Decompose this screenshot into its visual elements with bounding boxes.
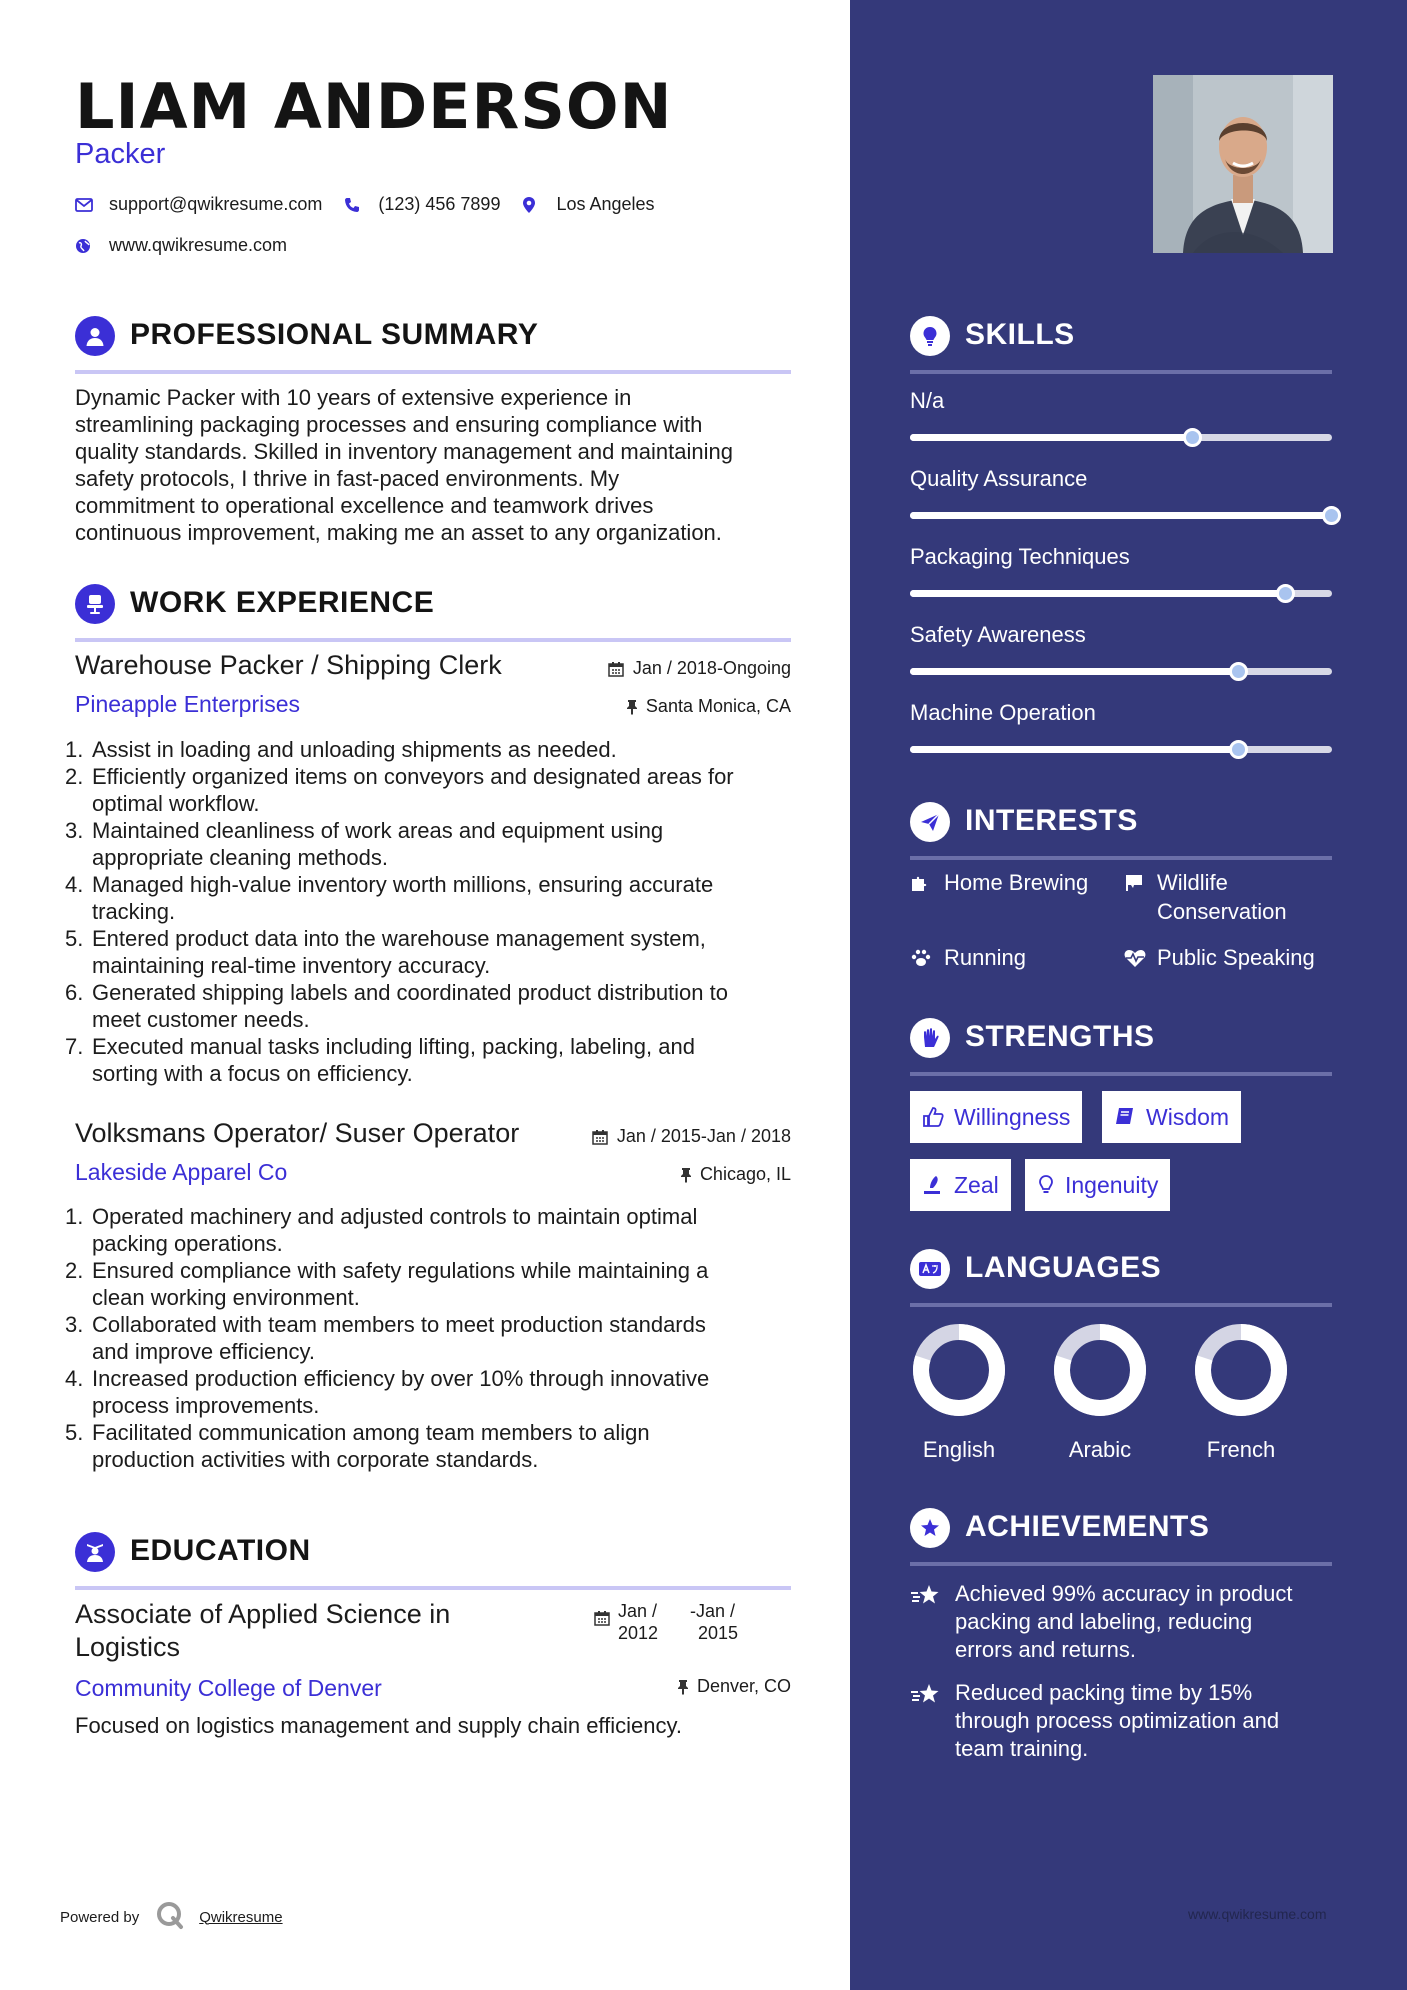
languages-title: LANGUAGES	[965, 1251, 1162, 1284]
qwikresume-logo-icon	[155, 1900, 185, 1934]
summary-line: quality standards. Skilled in inventory management and maintaining	[75, 439, 733, 464]
language-ring	[1050, 1320, 1150, 1420]
experience-section-header	[75, 584, 791, 644]
phone-text: (123) 456 7899	[378, 194, 501, 214]
skill-label: Safety Awareness	[910, 622, 1086, 647]
flag-icon	[1123, 868, 1157, 926]
summary-line: commitment to operational excellence and teamwork drives	[75, 493, 654, 518]
email-link[interactable]: support@qwikresume.com	[109, 194, 323, 214]
skill-bar	[910, 746, 1332, 753]
job-dates-text: Jan / 2018-Ongoing	[632, 658, 791, 678]
skill-label: Machine Operation	[910, 700, 1096, 725]
summary-line: Dynamic Packer with 10 years of extensive experience in	[75, 385, 632, 410]
job-dates	[608, 658, 791, 679]
skill-bar-fill	[910, 746, 1239, 753]
skill-bar	[910, 590, 1332, 597]
star-icon	[910, 1584, 942, 1615]
skill-bar	[910, 434, 1332, 441]
phone-icon	[344, 197, 378, 213]
list-item: 4. Increased production efficiency by over 10% through innovative process improvements.	[65, 1366, 710, 1418]
list-item: 5. Entered product data into the warehouse management system, maintaining real-time inventory accuracy.	[65, 926, 706, 978]
contact-row	[75, 194, 677, 215]
list-item: 5. Facilitated communication among team members to align production activities with corporate standards.	[65, 1420, 650, 1472]
strength-tag: Ingenuity	[1025, 1159, 1170, 1211]
envelope-icon	[75, 198, 109, 212]
book-icon	[1114, 1106, 1136, 1128]
skill-bar-fill	[910, 434, 1193, 441]
strength-tag: Wisdom	[1102, 1091, 1241, 1143]
interest-item: Wildlife Conservation	[1123, 868, 1287, 926]
list-item: 7. Executed manual tasks including lifting, packing, labeling, and sorting with a focus on efficiency.	[65, 1034, 695, 1086]
skill-level-knob	[1322, 506, 1341, 525]
section-divider	[910, 1072, 1332, 1076]
puzzle-icon	[910, 868, 944, 897]
translate-icon	[910, 1249, 950, 1289]
language-ring	[1191, 1320, 1291, 1420]
skill-level-knob	[1229, 662, 1248, 681]
skills-title: SKILLS	[965, 318, 1075, 351]
job-dates-text: Jan / 2015-Jan / 2018	[616, 1126, 791, 1146]
job-title: Volksmans Operator/ Suser Operator	[75, 1118, 520, 1148]
job-responsibilities	[65, 1203, 805, 1473]
skill-item	[910, 388, 1332, 414]
education-description: Focused on logistics management and supply chain efficiency.	[75, 1713, 682, 1738]
skill-level-knob	[1183, 428, 1202, 447]
section-divider	[910, 1562, 1332, 1566]
language-label: Arabic	[1068, 1437, 1132, 1462]
education-section-header	[75, 1532, 791, 1592]
languages-section-header	[910, 1249, 1332, 1309]
list-item: 4. Managed high-value inventory worth millions, ensuring accurate tracking.	[65, 872, 714, 924]
thumbs-up-icon	[922, 1106, 944, 1128]
summary-line: safety protocols, I thrive in fast-paced environments. My	[75, 466, 620, 491]
language-label: English	[922, 1437, 996, 1462]
experience-title: WORK EXPERIENCE	[130, 586, 435, 619]
summary-line: continuous improvement, making me an asset to any organization.	[75, 520, 722, 545]
list-item: 3. Maintained cleanliness of work areas and equipment using appropriate cleaning methods.	[65, 818, 664, 870]
profile-photo	[1153, 75, 1333, 253]
language-item	[1191, 1320, 1291, 1463]
skill-item	[910, 466, 1332, 492]
language-label: French	[1206, 1437, 1276, 1462]
skill-level-knob	[1276, 584, 1295, 603]
pin-icon	[680, 1167, 692, 1183]
lightbulb-icon	[1037, 1174, 1055, 1196]
skill-bar-fill	[910, 590, 1286, 597]
skill-item	[910, 700, 1332, 726]
skill-level-knob	[1229, 740, 1248, 759]
job-role: Packer	[75, 138, 166, 170]
education-dates	[594, 1600, 738, 1644]
company-name: Pineapple Enterprises	[75, 691, 301, 717]
paper-plane-icon	[910, 802, 950, 842]
interests-section-header	[910, 802, 1332, 862]
skill-bar	[910, 512, 1332, 519]
education-start: Jan / 2012	[618, 1601, 659, 1643]
skills-section-header	[910, 316, 1332, 376]
job-title: Warehouse Packer / Shipping Clerk	[75, 650, 502, 680]
qwikresume-link[interactable]: Qwikresume	[199, 1908, 283, 1926]
calendar-icon	[594, 1610, 610, 1626]
job-entry	[75, 1118, 791, 1186]
section-divider	[75, 638, 791, 642]
section-divider	[75, 1586, 791, 1590]
strength-tag: Willingness	[910, 1091, 1082, 1143]
achievements-section-header	[910, 1508, 1332, 1568]
job-responsibilities	[65, 736, 805, 1087]
skill-label: Quality Assurance	[910, 466, 1088, 491]
achievement-item: Reduced packing time by 15% through process optimization and team training.	[910, 1679, 1340, 1763]
section-divider	[910, 856, 1332, 860]
job-location	[626, 696, 791, 717]
section-divider	[910, 370, 1332, 374]
skill-label: Packaging Techniques	[910, 544, 1130, 569]
section-divider	[910, 1303, 1332, 1307]
education-title: EDUCATION	[130, 1534, 311, 1567]
skill-item	[910, 544, 1332, 570]
summary-text	[75, 384, 805, 546]
language-item	[909, 1320, 1009, 1463]
summary-section-header	[75, 316, 791, 376]
strengths-section-header	[910, 1018, 1332, 1078]
achievements-title: ACHIEVEMENTS	[965, 1510, 1210, 1543]
list-item: 6. Generated shipping labels and coordinated product distribution to meet customer needs.	[65, 980, 728, 1032]
degree-title: Associate of Applied Science in Logistics	[75, 1599, 451, 1662]
list-item: 2. Efficiently organized items on conveyors and designated areas for optimal workflow.	[65, 764, 734, 816]
powered-by-label: Powered by	[60, 1908, 140, 1926]
school-name: Community College of Denver	[75, 1675, 382, 1701]
paw-icon	[910, 943, 944, 972]
summary-title: PROFESSIONAL SUMMARY	[130, 318, 539, 351]
calendar-icon	[592, 1129, 608, 1145]
sidebar	[850, 0, 1407, 1990]
job-dates	[592, 1126, 791, 1147]
list-item: 1. Assist in loading and unloading shipments as needed.	[65, 737, 617, 762]
candidate-name: LIAM ANDERSON	[75, 70, 673, 143]
footer-website: www.qwikresume.com	[1188, 1906, 1327, 1922]
hand-icon	[910, 1018, 950, 1058]
list-item: 2. Ensured compliance with safety regulations while maintaining a clean working environment.	[65, 1258, 709, 1310]
interest-item: Home Brewing	[910, 868, 1088, 897]
skill-item	[910, 622, 1332, 648]
location-text: Los Angeles	[556, 194, 655, 214]
strengths-title: STRENGTHS	[965, 1020, 1155, 1053]
website-row	[75, 235, 309, 256]
interest-item: Running	[910, 943, 1026, 972]
list-item: 3. Collaborated with team members to meet production standards and improve efficiency.	[65, 1312, 706, 1364]
pin-icon	[626, 699, 638, 715]
powered-by-footer	[60, 1900, 283, 1934]
language-item	[1050, 1320, 1150, 1463]
job-location-text: Chicago, IL	[699, 1164, 791, 1184]
chair-icon	[75, 584, 115, 624]
pen-icon	[922, 1174, 944, 1196]
heartbeat-icon	[1123, 943, 1157, 972]
strength-tag: Zeal	[910, 1159, 1011, 1211]
language-ring	[909, 1320, 1009, 1420]
user-icon	[75, 316, 115, 356]
list-item: 1. Operated machinery and adjusted controls to maintain optimal packing operations.	[65, 1204, 698, 1256]
lightbulb-icon	[910, 316, 950, 356]
website-link[interactable]: www.qwikresume.com	[109, 235, 288, 255]
achievement-item: Achieved 99% accuracy in product packing and labeling, reducing errors and returns.	[910, 1580, 1340, 1664]
pin-icon	[677, 1679, 689, 1695]
calendar-icon	[608, 661, 624, 677]
job-location	[680, 1164, 791, 1185]
education-location: Denver, CO	[677, 1676, 791, 1697]
job-location-text: Santa Monica, CA	[645, 696, 791, 716]
map-marker-icon	[522, 196, 556, 214]
skill-bar-fill	[910, 512, 1332, 519]
star-badge-icon	[910, 1508, 950, 1548]
interests-title: INTERESTS	[965, 804, 1138, 837]
skill-bar-fill	[910, 668, 1239, 675]
interest-item: Public Speaking	[1123, 943, 1315, 972]
summary-line: streamlining packaging processes and ensuring compliance with	[75, 412, 703, 437]
skill-bar	[910, 668, 1332, 675]
skill-label: N/a	[910, 388, 945, 413]
section-divider	[75, 370, 791, 374]
company-name: Lakeside Apparel Co	[75, 1159, 288, 1185]
star-icon	[910, 1683, 942, 1714]
globe-icon	[75, 238, 109, 254]
graduate-icon	[75, 1532, 115, 1572]
job-entry	[75, 650, 791, 718]
education-end: -Jan / 2015	[690, 1601, 739, 1643]
